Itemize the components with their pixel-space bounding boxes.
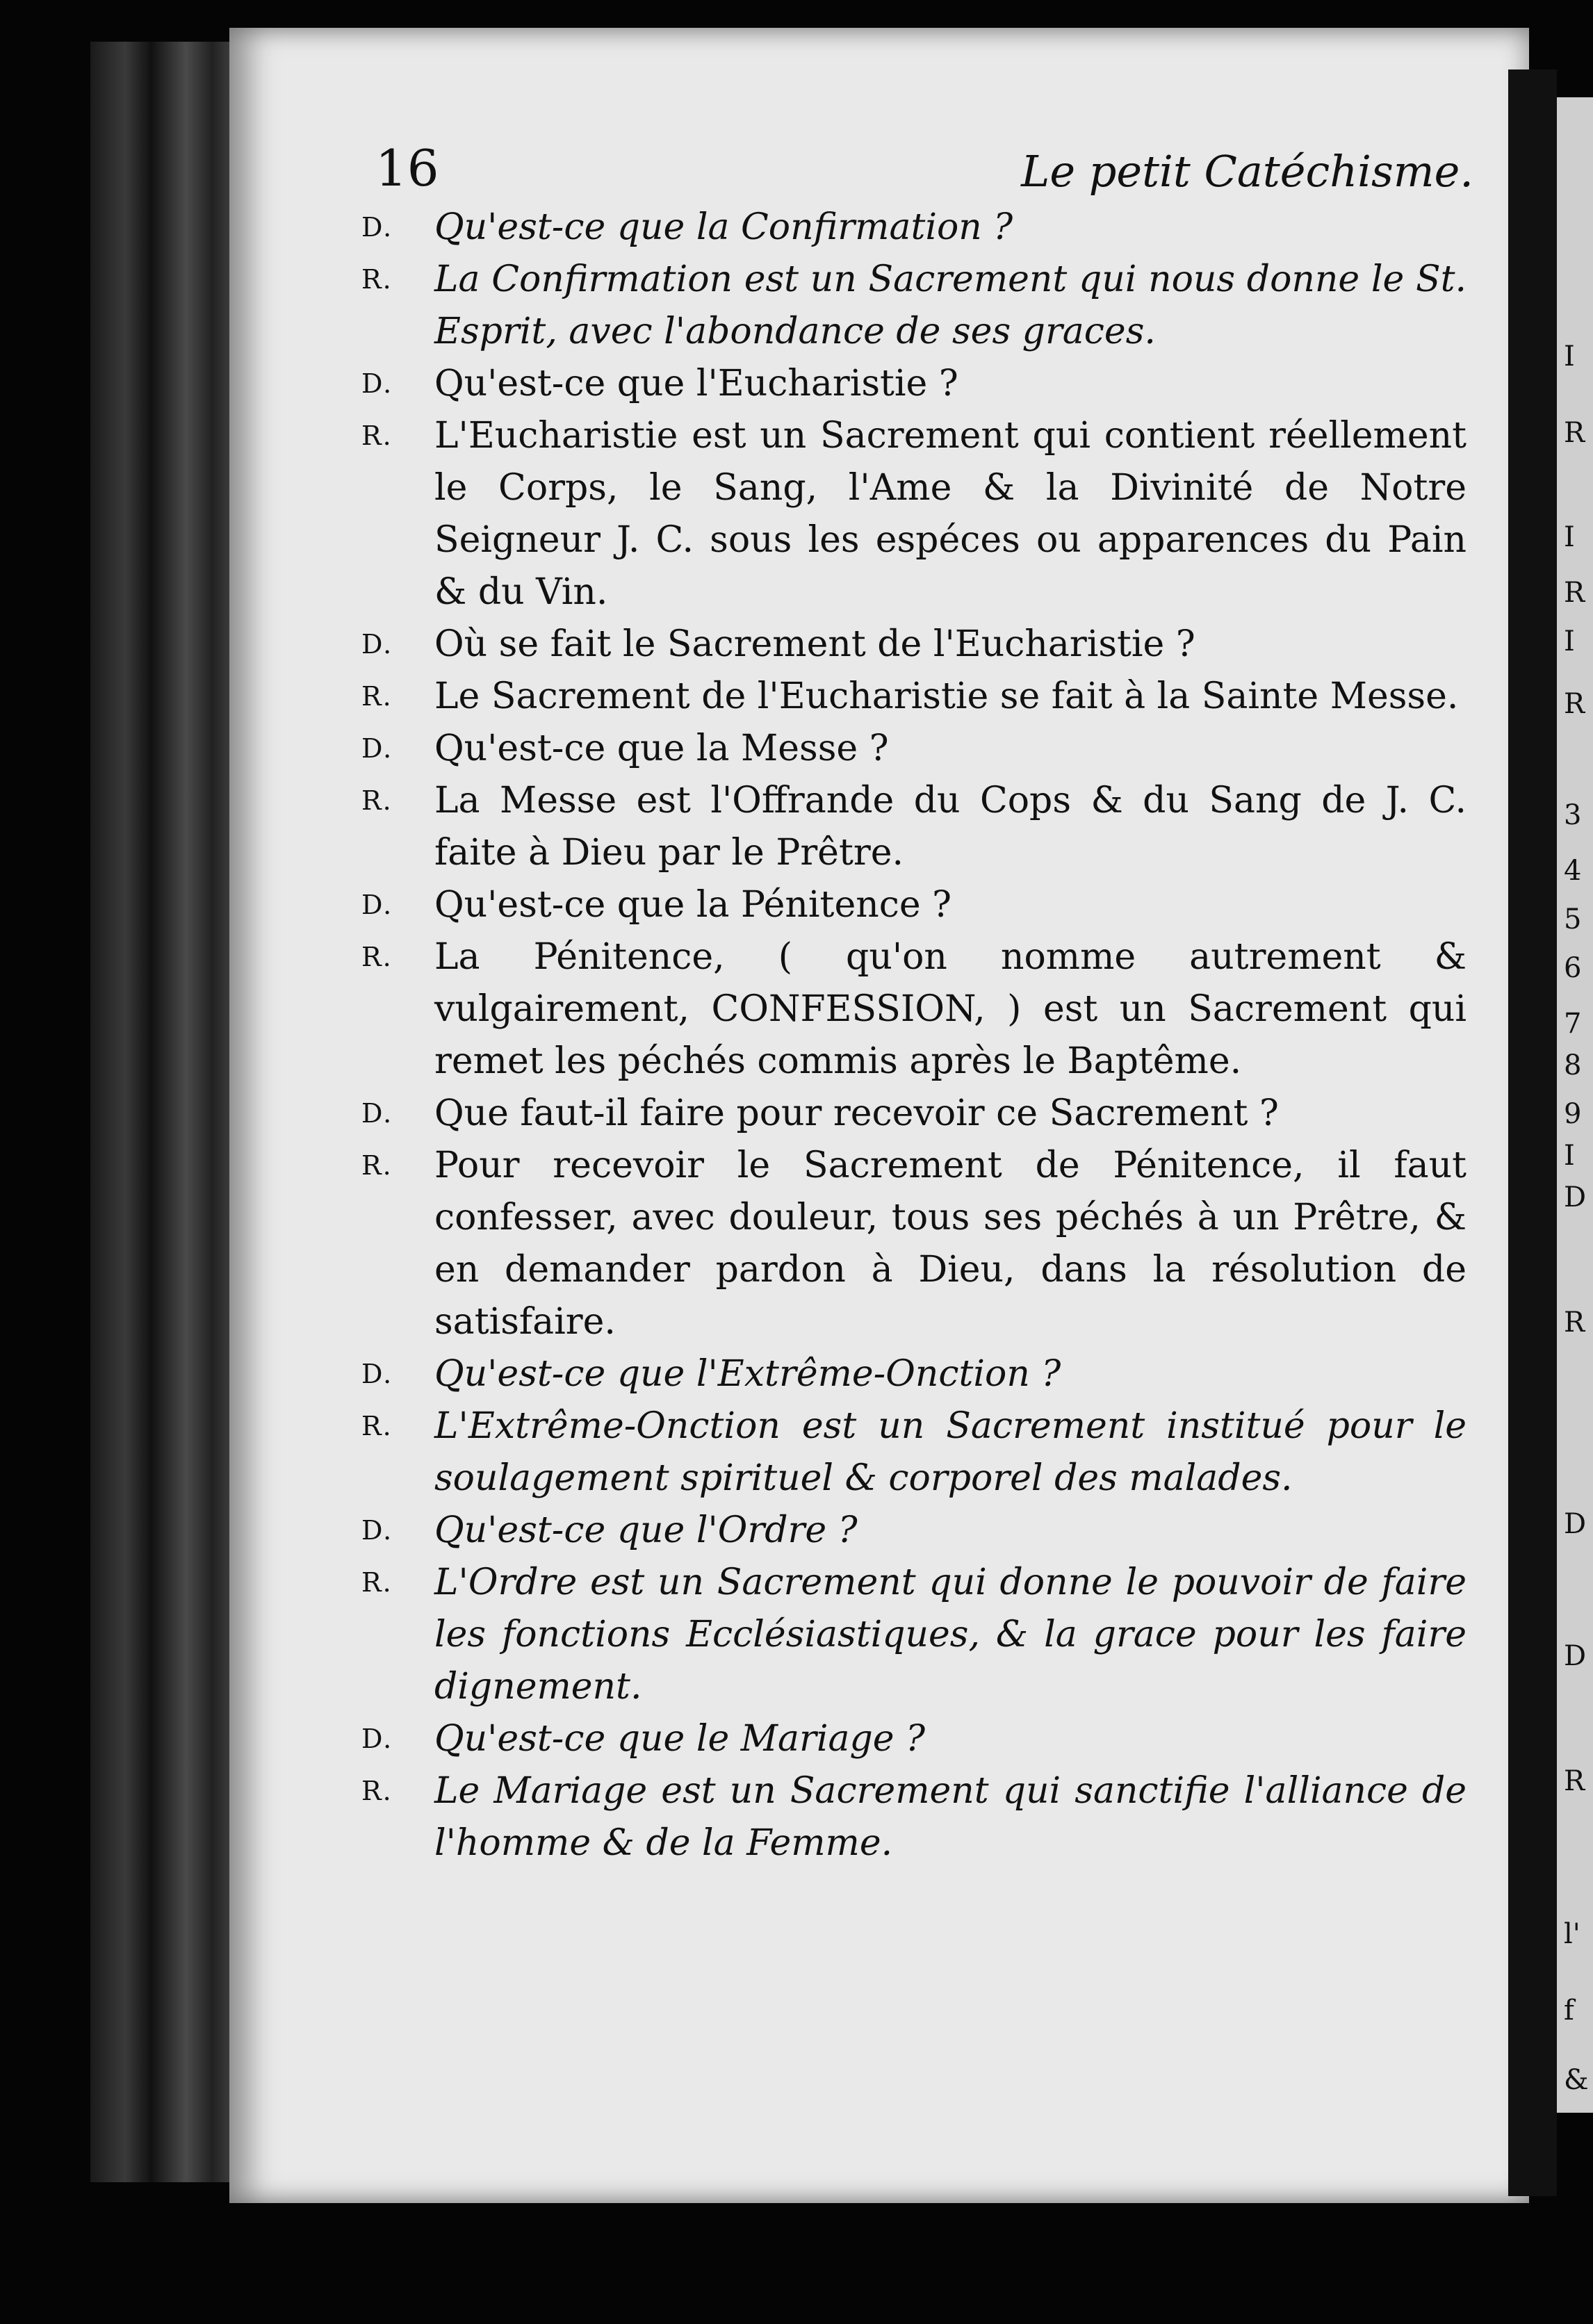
- answer-entry: [361, 1557, 1467, 1713]
- page-header: [375, 139, 1487, 202]
- answer-entry: [361, 1400, 1467, 1505]
- next-page-fragment: 7: [1564, 1008, 1582, 1040]
- answer-entry: [361, 254, 1467, 358]
- entry-text: Que faut-il faire pour recevoir ce Sacrement ?: [434, 1093, 1279, 1134]
- page-gutter: [1508, 69, 1557, 2196]
- entry-marker: R.: [361, 1776, 393, 1806]
- next-page-fragment: I: [1564, 341, 1575, 373]
- entry-marker: D.: [361, 890, 393, 920]
- question-entry: [361, 1713, 1467, 1765]
- entry-marker: R.: [361, 681, 393, 712]
- next-page-fragment: 9: [1564, 1098, 1582, 1130]
- entry-text: Où se fait le Sacrement de l'Eucharistie ?: [434, 623, 1195, 665]
- answer-entry: [361, 410, 1467, 619]
- entry-text: Qu'est-ce que l'Eucharistie ?: [434, 363, 958, 404]
- entry-marker: D.: [361, 1098, 393, 1129]
- entry-marker: R.: [361, 1567, 393, 1598]
- question-entry: [361, 1088, 1467, 1140]
- catechism-text: [361, 202, 1467, 2008]
- answer-entry: [361, 931, 1467, 1088]
- next-page-fragment: 4: [1564, 855, 1582, 887]
- next-page-fragment: 6: [1564, 952, 1582, 984]
- question-entry: [361, 1348, 1467, 1400]
- answer-entry: [361, 775, 1467, 879]
- question-entry: [361, 358, 1467, 410]
- next-page-fragment: R: [1564, 688, 1585, 720]
- next-page-fragment: l': [1564, 1918, 1580, 1950]
- entry-marker: R.: [361, 264, 393, 295]
- entry-text: L'Eucharistie est un Sacrement qui contient réellement le Corps, le Sang, l'Ame & la Divinité de Notre Seigneur J. C. sous les espéces ou apparences du Pain & du Vin.: [434, 415, 1467, 613]
- running-title: Le petit Catéchisme.: [1021, 146, 1473, 197]
- next-page-fragment: f: [1564, 1995, 1574, 2027]
- answer-entry: [361, 671, 1467, 723]
- next-page-fragment: I: [1564, 521, 1575, 553]
- next-page-fragment: D: [1564, 1640, 1587, 1672]
- question-entry: [361, 202, 1467, 254]
- entry-text: Qu'est-ce que la Confirmation ?: [434, 206, 1013, 248]
- entry-text: Qu'est-ce que l'Ordre ?: [434, 1509, 858, 1551]
- entry-text: Qu'est-ce que la Pénitence ?: [434, 884, 952, 926]
- question-entry: [361, 619, 1467, 671]
- entry-text: Qu'est-ce que la Messe ?: [434, 728, 889, 769]
- entry-marker: D.: [361, 629, 393, 660]
- entry-text: Le Mariage est un Sacrement qui sanctifie l'alliance de l'homme & de la Femme.: [434, 1770, 1467, 1864]
- next-page-fragment: R: [1564, 1307, 1585, 1339]
- page-number: 16: [375, 139, 439, 197]
- entry-marker: D.: [361, 1359, 393, 1389]
- entry-marker: R.: [361, 1411, 393, 1441]
- answer-entry: [361, 1140, 1467, 1348]
- entry-marker: D.: [361, 1724, 393, 1754]
- next-page-fragment: I: [1564, 1140, 1575, 1172]
- next-page-fragment: 3: [1564, 799, 1582, 831]
- entry-text: La Confirmation est un Sacrement qui nous donne le St. Esprit, avec l'abondance de ses graces.: [434, 259, 1467, 352]
- entry-marker: R.: [361, 785, 393, 816]
- entry-marker: D.: [361, 733, 393, 764]
- next-page-fragment: D: [1564, 1508, 1587, 1540]
- entry-text: La Pénitence, ( qu'on nomme autrement & vulgairement, CONFESSION, ) est un Sacrement qui remet les péchés commis après le Baptême.: [434, 936, 1467, 1082]
- question-entry: [361, 1505, 1467, 1557]
- next-page-fragment: R: [1564, 1765, 1585, 1797]
- entry-text: Qu'est-ce que l'Extrême-Onction ?: [434, 1353, 1061, 1395]
- question-entry: [361, 723, 1467, 775]
- entry-marker: D.: [361, 212, 393, 243]
- next-page-fragment: R: [1564, 577, 1585, 609]
- entry-text: Le Sacrement de l'Eucharistie se fait à la Sainte Messe.: [434, 676, 1459, 717]
- answer-entry: [361, 1765, 1467, 1869]
- next-page-fragment: R: [1564, 417, 1585, 449]
- next-page-fragment: &: [1564, 2064, 1589, 2096]
- next-page-sliver: [1557, 97, 1593, 2113]
- entry-text: L'Extrême-Onction est un Sacrement institué pour le soulagement spirituel & corporel des malades.: [434, 1405, 1467, 1499]
- question-entry: [361, 879, 1467, 931]
- entry-text: Pour recevoir le Sacrement de Pénitence, il faut confesser, avec douleur, tous ses péchés à un Prêtre, & en demander pardon à Dieu, dans la résolution de satisfaire.: [434, 1145, 1467, 1343]
- entry-marker: R.: [361, 942, 393, 972]
- entry-marker: D.: [361, 1515, 393, 1546]
- next-page-fragment: 5: [1564, 903, 1582, 935]
- next-page-fragment: D: [1564, 1181, 1587, 1213]
- next-page-fragment: I: [1564, 625, 1575, 657]
- next-page-fragment: 8: [1564, 1049, 1582, 1081]
- entry-marker: R.: [361, 420, 393, 451]
- entry-text: Qu'est-ce que le Mariage ?: [434, 1718, 925, 1760]
- entry-text: La Messe est l'Offrande du Cops & du Sang de J. C. faite à Dieu par le Prêtre.: [434, 780, 1467, 874]
- entry-marker: R.: [361, 1150, 393, 1181]
- entry-marker: D.: [361, 368, 393, 399]
- entry-text: L'Ordre est un Sacrement qui donne le pouvoir de faire les fonctions Ecclésiastiques, & la grace pour les faire dignement.: [434, 1562, 1467, 1708]
